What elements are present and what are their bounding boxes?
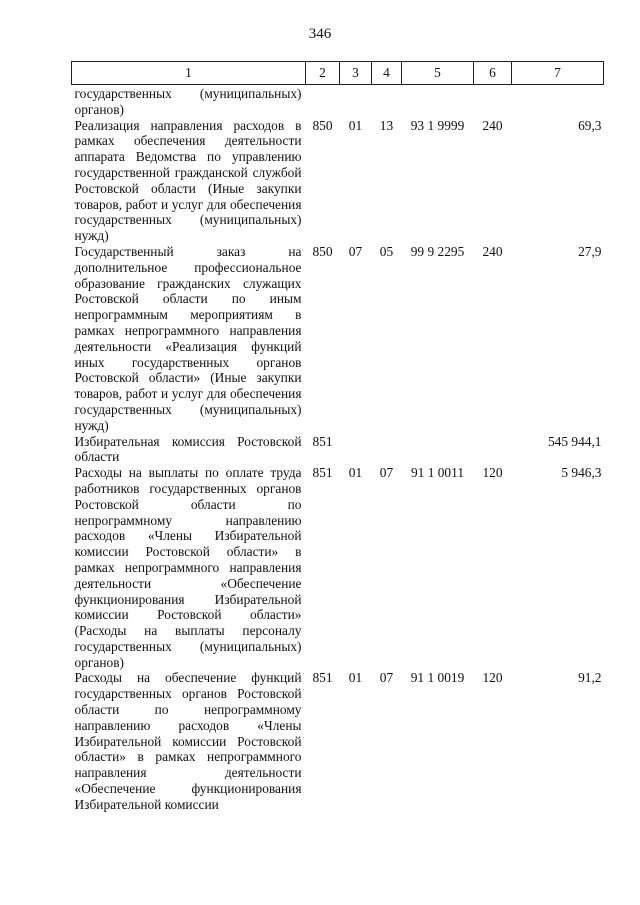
row-description: Расходы на выплаты по оплате труда работников государственных органов Ростовской области по непрограммному направлению расходов «Члены Избирательной комиссии Ростовской области» в рамках непрограммного направления деятельности «Обеспечение функционирования Избирательной комиссии Ростовской области» (Расходы на выплаты персоналу государственных (муниципальных) органов) [74, 465, 302, 670]
column-header: 7 [512, 62, 604, 85]
row-description: государственных (муниципальных) органов) [74, 86, 302, 117]
amount [512, 85, 604, 118]
code-section [340, 85, 372, 118]
code-expense-type: 120 [482, 465, 503, 481]
code-expense-type: 240 [482, 117, 503, 133]
code-subsection: 13 [379, 117, 394, 133]
amount: 69,3 [578, 117, 602, 133]
amount: 5 946,3 [561, 465, 602, 481]
table-row [72, 465, 604, 670]
code-subsection [372, 434, 402, 466]
table-row [72, 244, 604, 434]
code-ministry: 851 [312, 670, 333, 686]
code-ministry: 851 [312, 465, 333, 481]
code-target [402, 85, 474, 118]
code-expense-type [474, 434, 512, 466]
code-subsection [372, 85, 402, 118]
table-row [72, 118, 604, 244]
code-expense-type [474, 85, 512, 118]
amount: 545 944,1 [547, 433, 602, 449]
column-header: 6 [474, 62, 512, 85]
column-header: 1 [72, 62, 306, 85]
code-ministry: 851 [312, 433, 333, 449]
column-header: 5 [402, 62, 474, 85]
code-expense-type: 240 [482, 243, 503, 259]
table-row [72, 670, 604, 812]
budget-table [71, 61, 604, 813]
row-description: Реализация направления расходов в рамках обеспечения деятельности аппарата Ведомства по управлению государственной гражданской службой Ростовской области (Иные закупки товаров, работ и услуг для обеспечения государственных (муниципальных) нужд) [74, 117, 302, 244]
column-header: 3 [340, 62, 372, 85]
amount: 27,9 [578, 243, 602, 259]
code-section: 01 [348, 670, 363, 686]
table-row [72, 434, 604, 466]
code-target [402, 434, 474, 466]
column-header: 4 [372, 62, 402, 85]
code-section: 01 [348, 117, 363, 133]
header-row [72, 62, 604, 85]
code-target: 99 9 2295 [410, 243, 465, 259]
table-row [72, 85, 604, 118]
code-ministry [306, 85, 340, 118]
code-subsection: 05 [379, 243, 394, 259]
code-ministry: 850 [312, 117, 333, 133]
row-description: Государственный заказ на дополнительное профессиональное образование гражданских служащих Ростовской области по иным непрограммным мероприятиям в рамках непрограммного направления деятельности «Реализация функций иных государственных органов Ростовской области» (Иные закупки товаров, работ и услуг для обеспечения государственных (муниципальных) нужд) [74, 243, 302, 433]
code-section [340, 434, 372, 466]
code-ministry: 850 [312, 243, 333, 259]
code-section: 07 [348, 243, 363, 259]
code-subsection: 07 [379, 670, 394, 686]
code-expense-type: 120 [482, 670, 503, 686]
row-description: Избирательная комиссия Ростовской области [74, 433, 302, 465]
column-header: 2 [306, 62, 340, 85]
code-target: 93 1 9999 [410, 117, 465, 133]
amount: 91,2 [578, 670, 602, 686]
row-description: Расходы на обеспечение функций государственных органов Ростовской области по непрограммному направлению расходов «Члены Избирательной комиссии Ростовской области» в рамках непрограммного направления деятельности «Обеспечение функционирования Избирательной комиссии [74, 670, 302, 812]
code-subsection: 07 [379, 465, 394, 481]
code-target: 91 1 0019 [410, 670, 465, 686]
code-target: 91 1 0011 [410, 465, 465, 481]
page-number: 346 [308, 26, 332, 42]
code-section: 01 [348, 465, 363, 481]
